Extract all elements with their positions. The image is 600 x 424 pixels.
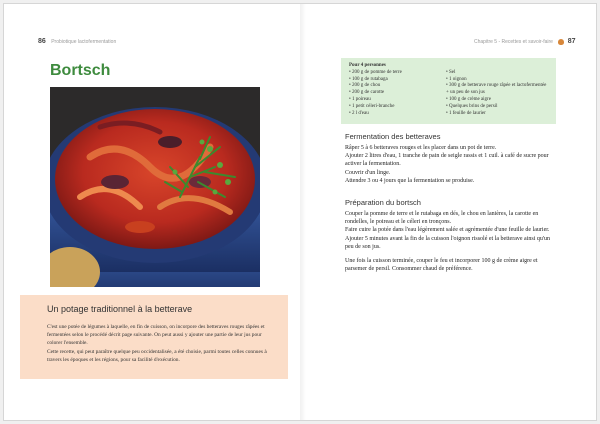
ingredient-item: • 1 poireau	[349, 96, 371, 102]
ingredient-item: • 300 g de betterave rouge râpée et lactofermentée	[446, 83, 547, 89]
step-line: Couper la pomme de terre et le rutabaga en dés, le chou en lanières, la carotte en rondelles, le poireau et le céleri en tronçons.	[345, 211, 539, 226]
photo-illustration	[50, 87, 260, 287]
recipe-title: Bortsch	[50, 62, 111, 79]
left-page-number: 86	[38, 38, 46, 45]
section-heading: Fermentation des betteraves	[345, 132, 441, 141]
intro-box-heading: Un potage traditionnel à la betterave	[47, 304, 193, 314]
ingredient-item: • 1 petit céleri-branche	[349, 103, 395, 109]
ingredients-heading: Pour 4 personnes	[349, 63, 386, 68]
bortsch-pot-photo	[50, 87, 260, 287]
intro-paragraph: Cette recette, qui peut paraître quelque peu occidentalisée, a été choisie, parmi toutes celles connues à travers les époques et les régions, pour sa facilité d'exécution.	[47, 348, 267, 363]
right-running-head: Chapitre 5 - Recettes et savoir-faire	[474, 39, 553, 45]
ingredient-item: • 100 g de rutabaga	[349, 76, 388, 82]
ingredient-item: • 100 g de crème aigre	[446, 96, 491, 102]
intro-paragraph: C'est une potée de légumes à laquelle, en fin de cuisson, on incorpore des betteraves rouges râpées et fermentées selon le procédé décrit page suivante. On peut aussi y ajouter une partie de leur jus pour colorer l'ensemble.	[47, 324, 265, 347]
ingredient-item: • Sel	[446, 69, 456, 75]
vegetable-icon	[558, 39, 564, 45]
ingredient-item: • 200 g de pomme de terre	[349, 69, 402, 75]
ingredient-item: • 200 g de carotte	[349, 90, 385, 96]
right-page-number: 87	[567, 38, 576, 45]
left-running-head: Probiotique lactofermentation	[51, 39, 117, 45]
section-heading: Préparation du bortsch	[345, 198, 421, 207]
ingredient-item: • Quelques brins de persil	[446, 103, 498, 109]
ingredients-column-1	[349, 70, 446, 118]
ingredient-item: • 2 l d'eau	[349, 110, 369, 116]
ingredient-item: • 200 g de chou	[349, 83, 381, 89]
right-folio	[474, 38, 576, 45]
step-line: Faire cuire la potée dans l'eau légèrement salée et agrémentée d'une feuille de laurier. Ajouter 5 minutes avant la fin de la cuisson l'oignon rissolé et la betterave ainsi qu'un peu de son jus.	[345, 227, 550, 250]
ingredient-item: • 1 oignon	[446, 76, 467, 82]
step-line: Ajouter 2 litres d'eau, 1 tranche de pain de seigle rassis et 1 cuil. à café de sucre pour activer la fermentation.	[345, 153, 549, 168]
step-line: Couvrir d'un linge.	[345, 169, 391, 176]
ingredients-column-2	[446, 70, 548, 118]
step-line: Une fois la cuisson terminée, couper le feu et incorporer 100 g de crème aigre et parsemer de persil. Consommer chaud de préférence.	[345, 258, 538, 273]
ingredients-box	[341, 58, 556, 124]
step-line: Attendre 3 ou 4 jours que la fermentation se produise.	[345, 177, 475, 184]
step-line: Râper 5 à 6 betteraves rouges et les placer dans un pot de terre.	[345, 145, 497, 151]
ingredient-item: • 1 feuille de laurier	[446, 110, 486, 116]
preparation-section	[345, 198, 560, 273]
left-folio	[38, 38, 116, 45]
fermentation-section	[345, 132, 560, 185]
page-fold	[300, 4, 306, 420]
intro-box	[20, 295, 288, 379]
book-spread	[3, 3, 597, 421]
ingredient-item: + un peu de son jus	[446, 90, 485, 96]
